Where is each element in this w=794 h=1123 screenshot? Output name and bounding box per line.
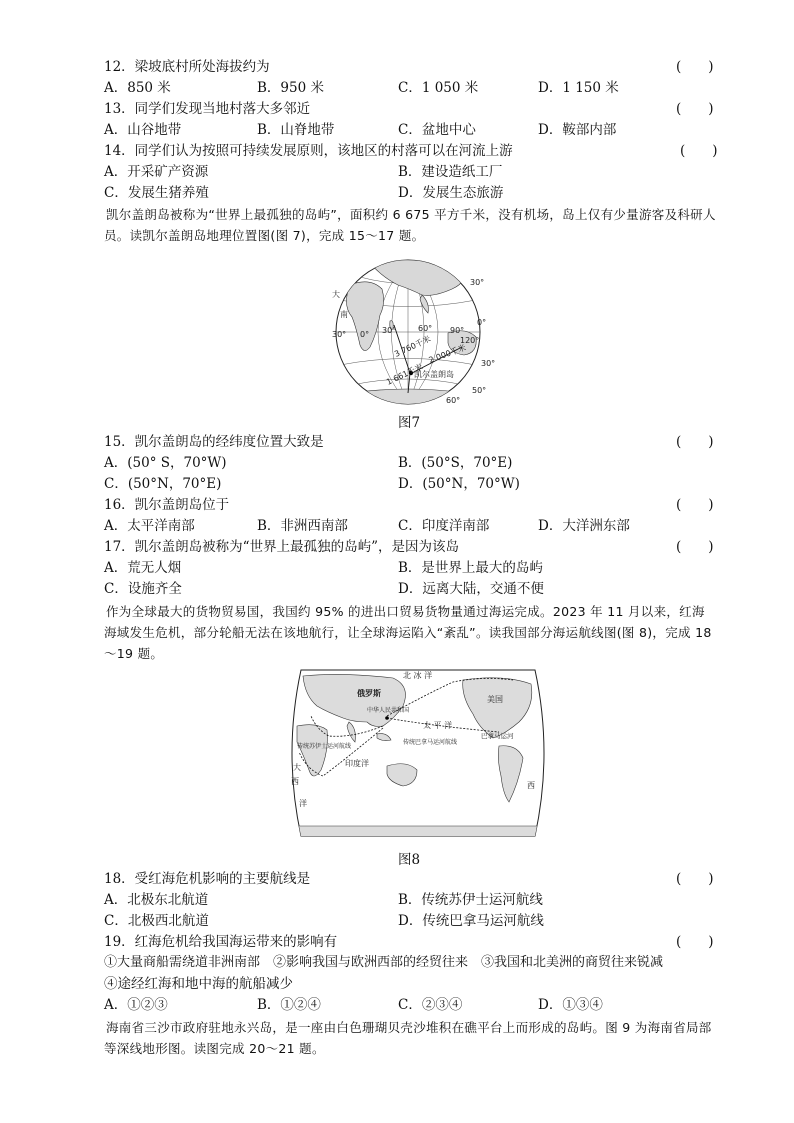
figure-7-caption: 图7 (398, 415, 421, 431)
q18-stem: 18．受红海危机影响的主要航线是 (104, 871, 311, 887)
left-label-30: 30° (332, 330, 347, 339)
q19-option-c: C．②③④ (398, 997, 463, 1013)
left-label-0: 0° (360, 330, 370, 339)
q18-option-d: D．传统巴拿马运河航线 (398, 913, 544, 929)
q14-option-a: A．开采矿产资源 (104, 164, 209, 180)
label-nan: 南 (340, 310, 348, 319)
q18-option-a: A．北极东北航道 (104, 892, 209, 908)
lat-label-0: 0° (477, 318, 487, 327)
q12-option-a: A．850 米 (104, 80, 171, 96)
q14-option-b: B．建设造纸工厂 (398, 164, 503, 180)
label-indian-ocean: 印度洋 (345, 759, 369, 768)
q15-option-c: C．(50°N，70°E) (104, 476, 222, 492)
q16-stem: 16．凯尔盖朗岛位于 (104, 497, 230, 513)
q19-items-line2: ④途经红海和地中海的航船减少 (104, 976, 293, 992)
label-usa: 美国 (487, 695, 503, 704)
lon-label-30e: 30° (382, 326, 397, 335)
q14-stem: 14．同学们认为按照可持续发展原则，该地区的村落可以在河流上游 (104, 143, 513, 159)
lon-label-90e: 90° (450, 326, 465, 335)
q12-answer-paren: ( ) (676, 59, 714, 75)
q15-option-d: D．(50°N，70°W) (398, 476, 520, 492)
intro-yongxing: 海南省三沙市政府驻地永兴岛，是一座由白色珊瑚贝壳沙堆积在礁平台上而形成的岛屿。图 9 为海南省局部等深线地形图。读图完成 20～21 题。 (104, 1020, 712, 1056)
q13-answer-paren: ( ) (676, 101, 714, 117)
q17-option-a: A．荒无人烟 (104, 560, 182, 576)
intro-kerguelen: 凯尔盖朗岛被称为“世界上最孤独的岛屿”，面积约 6 675 平方千米，没有机场，岛上仅有少量游客及科研人员。读凯尔盖朗岛地理位置图(图 7)，完成 15～17 题。 (104, 207, 716, 243)
lat-label-60s: 60° (446, 396, 461, 405)
q13-stem: 13．同学们发现当地村落大多邻近 (104, 101, 311, 117)
lat-label-30n: 30° (470, 278, 485, 287)
label-da: 大 (293, 763, 301, 772)
lon-label-60e: 60° (418, 324, 433, 333)
q12-option-d: D．1 150 米 (538, 80, 619, 96)
q14-option-c: C．发展生猪养殖 (104, 185, 209, 201)
q12-option-b: B．950 米 (257, 80, 324, 96)
label-arctic-ocean: 北 冰 洋 (403, 671, 433, 680)
figure-8-world-shipping-map (283, 666, 553, 840)
label-dist-1661: 1 661千米 (385, 362, 425, 387)
q15-answer-paren: ( ) (676, 434, 714, 450)
q19-option-d: D．①③④ (538, 997, 603, 1013)
label-china: 中华人民共和国 (367, 707, 410, 714)
q17-option-b: B．是世界上最大的岛屿 (398, 560, 543, 576)
lat-label-50s: 50° (472, 386, 487, 395)
q15-stem: 15．凯尔盖朗岛的经纬度位置大致是 (104, 434, 324, 450)
q18-option-c: C．北极西北航道 (104, 913, 209, 929)
figure-8-caption: 图8 (398, 852, 421, 868)
q14-option-d: D．发展生态旅游 (398, 185, 504, 201)
q19-option-a: A．①②③ (104, 997, 168, 1013)
lat-label-30s: 30° (481, 359, 496, 368)
q16-option-d: D．大洋洲东部 (538, 518, 630, 534)
label-panama-route: 传统巴拿马运河航线 (403, 739, 458, 746)
intro-shipping: 作为全球最大的货物贸易国，我国约 95% 的进出口贸易货物量通过海运完成。2023 年 11 月以来，红海海域发生危机，部分轮船无法在该地航行，让全球海运陷入“紊乱”。读我国部分海运航线图(图 8)，完成 18～19 题。 (104, 604, 712, 661)
label-da: 大 (332, 290, 340, 299)
q17-answer-paren: ( ) (676, 539, 714, 555)
q13-option-c: C．盆地中心 (398, 122, 476, 138)
q13-option-b: B．山脊地带 (257, 122, 335, 138)
q19-answer-paren: ( ) (676, 934, 714, 950)
label-pacific-ocean: 太 平 洋 (423, 721, 453, 730)
label-dist-3760: 3 760千米 (393, 334, 433, 359)
label-suez-route: 传统苏伊士运河航线 (297, 743, 352, 750)
label-panama-canal: 巴拿马运河 (481, 732, 514, 740)
label-west-right: 西 (527, 781, 535, 790)
q17-option-d: D．远离大陆，交通不便 (398, 581, 544, 597)
q17-option-c: C．设施齐全 (104, 581, 182, 597)
q13-option-d: D．鞍部内部 (538, 122, 617, 138)
q15-option-a: A．(50° S，70°W) (104, 455, 227, 471)
q16-answer-paren: ( ) (676, 497, 714, 513)
q18-option-b: B．传统苏伊士运河航线 (398, 892, 543, 908)
q18-answer-paren: ( ) (676, 871, 714, 887)
q19-option-b: B．①②④ (257, 997, 321, 1013)
label-dist-2000: 2 000千米 (427, 343, 468, 365)
label-atlantic: 洋 (299, 799, 307, 808)
q12-option-c: C．1 050 米 (398, 80, 479, 96)
label-west: 西 (291, 777, 299, 786)
figure-7-globe-map (330, 255, 496, 407)
q16-option-a: A．太平洋南部 (104, 518, 195, 534)
q14-answer-paren: ( ) (680, 143, 718, 159)
q12-stem: 12．梁坡底村所处海拔约为 (104, 59, 270, 75)
china-port-marker (385, 716, 389, 720)
q19-stem: 19．红海危机给我国海运带来的影响有 (104, 934, 338, 950)
q17-stem: 17．凯尔盖朗岛被称为“世界上最孤独的岛屿”，是因为该岛 (104, 539, 459, 555)
q13-option-a: A．山谷地带 (104, 122, 182, 138)
label-russia: 俄罗斯 (357, 689, 381, 698)
lon-label-120e: 120° (460, 336, 480, 345)
label-kerguelen: 凯尔盖朗岛 (414, 370, 454, 379)
q16-option-b: B．非洲西南部 (257, 518, 348, 534)
q19-items-line1: ①大量商船需绕道非洲南部 ②影响我国与欧洲西部的经贸往来 ③我国和北美洲的商贸往来锐减 (104, 955, 664, 970)
q16-option-c: C．印度洋南部 (398, 518, 490, 534)
q15-option-b: B．(50°S，70°E) (398, 455, 513, 471)
